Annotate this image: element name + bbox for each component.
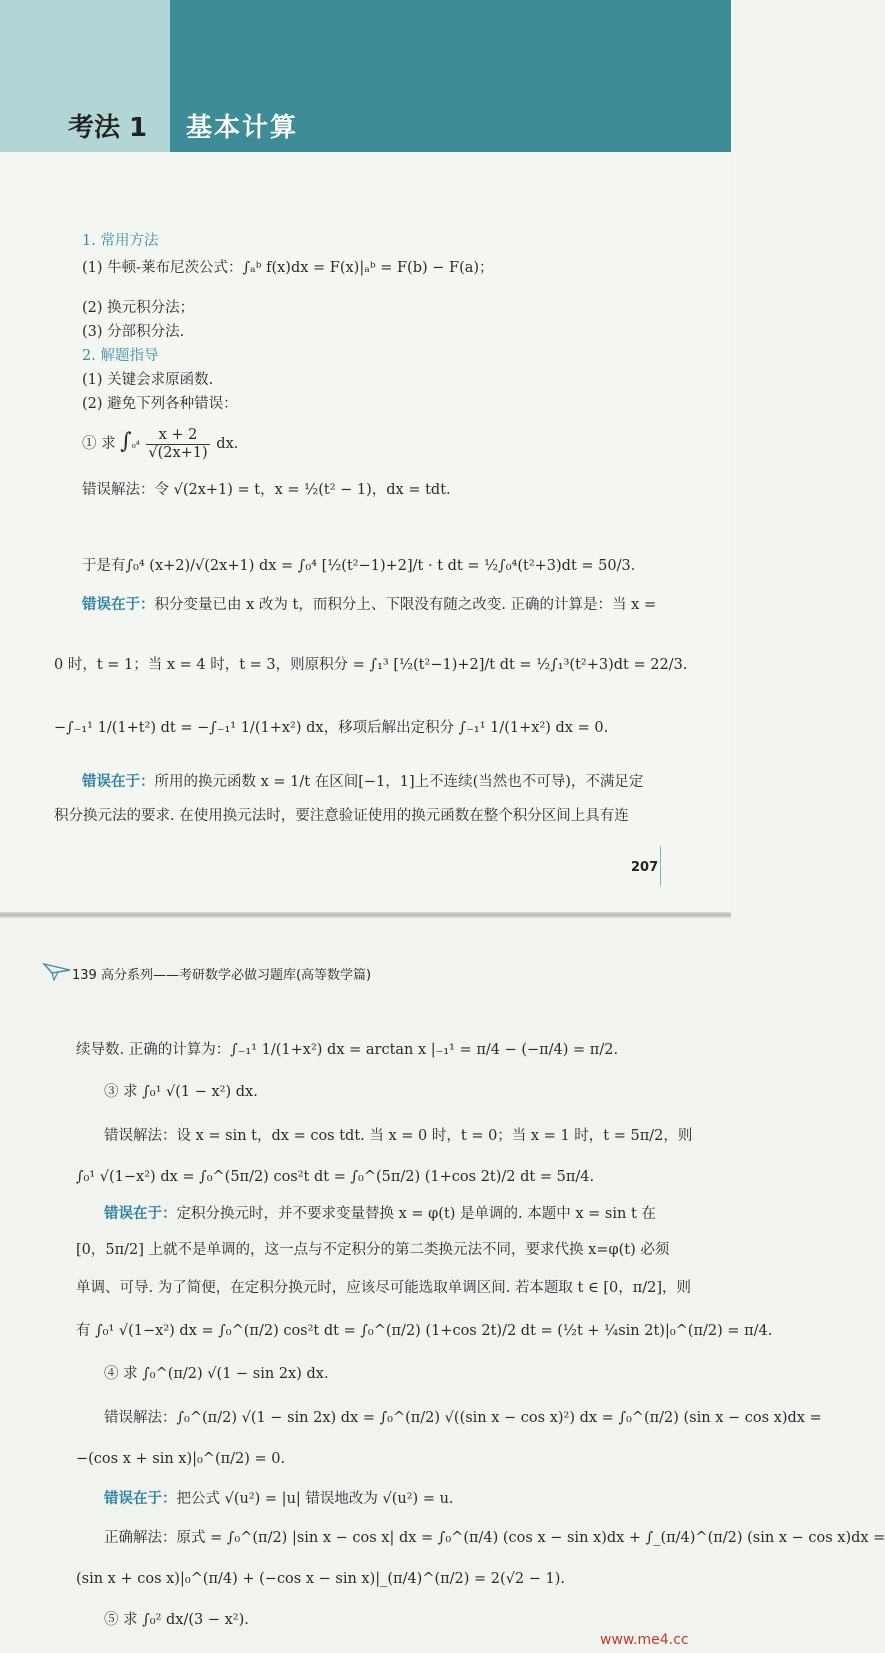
error-explanation-3a [104,1204,656,1224]
method-by-parts: (3) 分部积分法. [82,324,185,340]
error-explanation-3c: 单调、可导. 为了简便，在定积分换元时，应该尽可能选取单调区间. 若本题取 t ∈ [0，π/2]，则 [76,1280,692,1296]
then-label: 于是有 [82,558,126,574]
fraction-numerator: x + 2 [158,426,198,443]
correct-solution-4a [104,1528,885,1548]
error-explanation-3b: [0，5π/2] 上就不是单调的，这一点与不定积分的第二类换元法不同，要求代换 x=φ(t) 必须 [76,1242,670,1258]
question-4: ④ 求 ∫₀^(π/2) √(1 − sin 2x) dx. [104,1366,329,1382]
error-text: 积分变量已由 x 改为 t，而积分上、下限没有随之改变. 正确的计算是：当 x = [154,597,657,613]
wrong-solution-text: 设 x = sin t，dx = cos tdt. 当 x = 0 时，t = 0；当 x = 1 时，t = 5π/2，则 [176,1128,693,1144]
then-equation: ∫₀⁴ (x+2)/√(2x+1) dx = ∫₀⁴ [½(t²−1)+2]/t · t dt = ½∫₀⁴(t²+3)dt = 50/3. [125,558,636,574]
paper-plane-icon [42,960,72,982]
error-text: 所用的换元函数 x = 1/t 在区间[−1，1]上不连续(当然也不可导)，不满足定 [154,774,644,790]
question-2-line: −∫₋₁¹ 1/(1+t²) dt = −∫₋₁¹ 1/(1+x²) dx，移项后解出定积分 ∫₋₁¹ 1/(1+x²) dx = 0. [54,720,609,736]
error-label: 错误在于： [104,1205,177,1222]
error-explanation-1a [82,595,656,615]
error-explanation-1b: 0 时，t = 1；当 x = 4 时，t = 3，则原积分 = ∫₁³ [½(t²−1)+2]/t dt = ½∫₁³(t²+3)dt = 22/3. [54,657,688,673]
correct-solution-label: 正确解法： [104,1530,177,1546]
error-text: 把公式 √(u²) = |u| 错误地改为 √(u²) = u. [176,1491,454,1507]
wrong-solution-label: 错误解法： [82,482,155,498]
guidance-item-1: (1) 关键会求原函数. [82,372,214,388]
fraction-denominator: √(2x+1) [148,444,208,461]
wrong-solution-3b: ∫₀¹ √(1−x²) dx = ∫₀^(5π/2) cos²t dt = ∫₀^(5π/2) (1+cos 2t)/2 dt = 5π/4. [76,1169,595,1185]
book-page-207 [0,0,731,912]
error-explanation-4 [104,1489,454,1509]
watermark: www.me4.cc [600,1632,689,1648]
wrong-solution-3a [104,1126,692,1146]
error-explanation-3d: 有 ∫₀¹ √(1−x²) dx = ∫₀^(π/2) cos²t dt = ∫₀^(π/2) (1+cos 2t)/2 dt = (½t + ¼sin 2t)|₀^(π/2) = π/4. [76,1323,773,1339]
wrong-solution-text: 令 √(2x+1) = t，x = ½(t² − 1)，dx = tdt. [154,482,451,498]
running-head: 139 高分系列——考研数学必做习题库(高等数学篇) [72,968,372,983]
section-title-guidance: 2. 解题指导 [82,348,159,364]
continued-derivative-line: 续导数. 正确的计算为：∫₋₁¹ 1/(1+x²) dx = arctan x |₋₁¹ = π/4 − (−π/4) = π/2. [76,1042,619,1058]
error-text: 定积分换元时，并不要求变量替换 x = φ(t) 是单调的. 本题中 x = sin t 在 [176,1206,656,1222]
wrong-solution-label: 错误解法： [104,1410,177,1426]
question-1-prefix: ① 求 [82,436,116,452]
wrong-solution-4b: −(cos x + sin x)|₀^(π/2) = 0. [76,1451,286,1467]
integral-sign: ∫₀⁴ [120,429,140,454]
error-label: 错误在于： [82,773,155,790]
method-newton-leibniz: (1) 牛顿-莱布尼茨公式：∫ₐᵇ f(x)dx = F(x)|ₐᵇ = F(b) − F(a)； [82,260,494,276]
chapter-number: 考法 1 [68,113,148,143]
error-explanation-2a [82,772,643,792]
page-edge-line [660,846,661,886]
correct-solution-4b: (sin x + cos x)|₀^(π/4) + (−cos x − sin x)|_(π/4)^(π/2) = 2(√2 − 1). [76,1571,566,1587]
wrong-solution-1 [82,480,451,500]
page-number: 207 [631,860,659,875]
method-substitution: (2) 换元积分法； [82,300,195,316]
wrong-solution-text: ∫₀^(π/2) √(1 − sin 2x) dx = ∫₀^(π/2) √((sin x − cos x)²) dx = ∫₀^(π/2) (sin x − cos x)dx = [176,1410,822,1426]
correct-solution-text: 原式 = ∫₀^(π/2) |sin x − cos x| dx = ∫₀^(π/4) (cos x − sin x)dx + ∫_(π/4)^(π/2) (sin x − cos x)dx = [176,1530,885,1546]
question-1-suffix: dx. [216,436,239,452]
question-5: ⑤ 求 ∫₀² dx/(3 − x²). [104,1612,249,1628]
wrong-solution-label: 错误解法： [104,1128,177,1144]
chapter-title: 基本计算 [186,113,299,143]
wrong-solution-4a [104,1408,822,1428]
question-1 [82,422,238,466]
error-explanation-2b: 积分换元法的要求. 在使用换元法时，要注意验证使用的换元函数在整个积分区间上具有连 [54,808,629,824]
question-1-fraction [146,427,209,462]
error-label: 错误在于： [104,1490,177,1507]
error-label: 错误在于： [82,596,155,613]
guidance-item-2: (2) 避免下列各种错误： [82,396,238,412]
wrong-solution-result [82,556,635,576]
section-title-methods: 1. 常用方法 [82,233,159,249]
question-3: ③ 求 ∫₀¹ √(1 − x²) dx. [104,1084,258,1100]
